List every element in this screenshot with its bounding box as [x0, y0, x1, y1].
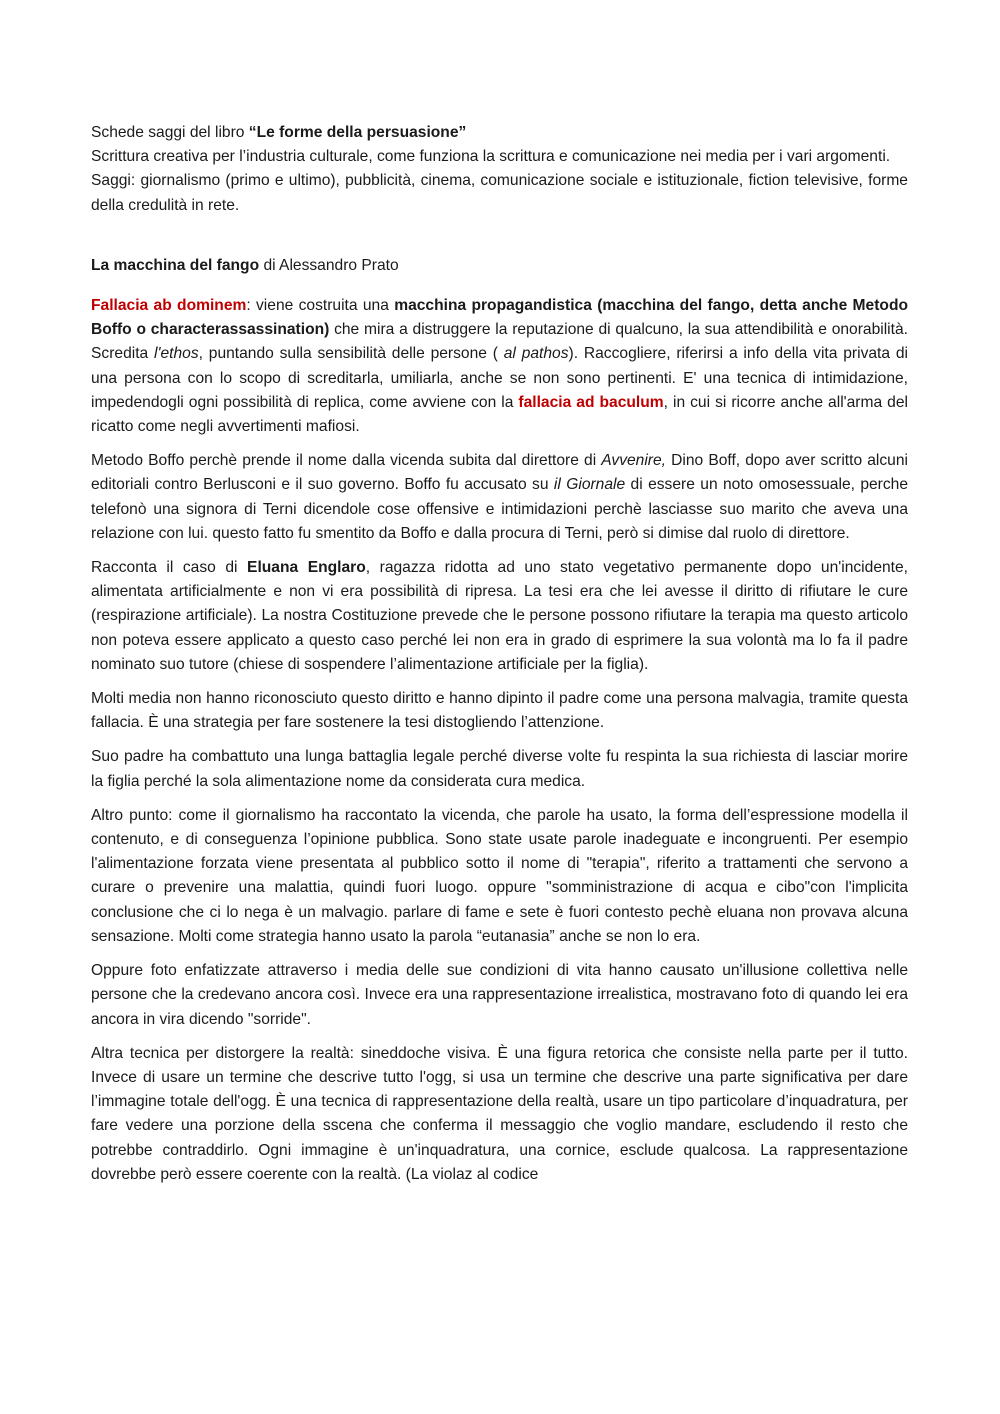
paragraph-2 — [91, 449, 908, 546]
p2-text-3: di essere un noto omosessuale, perche telefonò una signora di Terni dicendole cose offensive e intimidazioni perchè lasciasse suo marito che aveva una relazione con lui. questo fatto fu smentito da Boffo e dalla procura di Terni, però si dimise dal ruolo di direttore. — [91, 476, 909, 542]
p2-italic-1: Avvenire, — [601, 452, 667, 470]
p1-text-3: , puntando sulla sensibilità delle persone ( — [198, 345, 504, 363]
paragraph-6: Altro punto: come il giornalismo ha raccontato la vicenda, che parole ha usato, la forma dell’espressione modella il contenuto, e di conseguenza l’opinione pubblica. Sono state usate parole inadeguate e incongruenti. Per esempio l'alimentazione forzata viene presentata al pubblico sotto il nome di "terapia", riferito a trattamenti che servono a curare o prevenire una malattia, quindi fuori luogo. oppure "somministrazione di acqua e cibo"con l'implicita conclusione che ci lo nega è un malvagio. parlare di fame e sete è fuori contesto pechè eluana non provava alcuna sensazione. Molti come strategia hanno usato la parola “eutanasia” anche se non lo era. — [91, 806, 908, 945]
paragraph-8: Altra tecnica per distorgere la realtà: sineddoche visiva. È una figura retorica che consiste nella parte per il tutto. Invece di usare un termine che descrive tutto l'ogg, si usa un termine che descrive una parte significativa per dare l’immagine totale dell'ogg. È una tecnica di rappresentazione della realtà, usare un tipo particolare d’inquadratura, per fare vedere una porzione della sscena che conferma il messaggio che voglio mandare, escludendo il resto che potrebbe contraddirlo. Ogni immagine è un'inquadratura, una cornice, esclude qualcosa. La rappresentazione dovrebbe però essere coerente con la realtà. (La violaz al codice — [91, 1044, 908, 1183]
p1-bold-1: macchina propagandistica (macchina del fango, detta anche Metodo Boffo o characterassassination) — [91, 297, 908, 339]
p1-text-1: : viene costruita una — [246, 297, 395, 315]
paragraph-3 — [91, 556, 908, 677]
p2-italic-2: il Giornale — [553, 476, 626, 494]
p3-text-2: , ragazza ridotta ad uno stato vegetativo permanente dopo un'incidente, alimentata artificialmente e non vi era possibilità di ripresa. La tesi era che lei avesse il diritto di rifiutare le cure (respirazione artificiale). La nostra Costituzione prevede che le persone possono rifiutare la terapia ma questo articolo non poteva essere applicato a questo caso perché lei non era in grado di esprimere la sua volontà ma lo fa il padre nominato suo tutore (chiese di sospendere l’alimentazione artificiale per la figlia). — [91, 559, 908, 673]
fallacy-term-ad-baculum: fallacia ad baculum — [518, 393, 664, 411]
document-body — [91, 121, 908, 1197]
header-line-3: Saggi: giornalismo (primo e ultimo), pubblicità, cinema, comunicazione sociale e istituzionale, fiction televisive, forme della credulità in rete. — [91, 172, 908, 214]
p1-italic-2: al pathos — [503, 345, 569, 363]
paragraph-1 — [91, 294, 908, 439]
p3-text-1: Racconta il caso di — [91, 559, 248, 577]
essay-author: di Alessandro Prato — [259, 256, 399, 274]
header-line-1 — [91, 121, 908, 145]
fallacy-term-ad-hominem: Fallacia ab dominem — [91, 297, 247, 315]
header-intro: Schede saggi del libro — [91, 124, 249, 141]
paragraph-4: Molti media non hanno riconosciuto questo diritto e hanno dipinto il padre come una persona malvagia, tramite questa fallacia. È una strategia per fare sostenere la tesi distogliendo l’attenzione. — [91, 690, 908, 732]
p2-text-2: Dino Boff, dopo aver scritto alcuni editoriali contro Berlusconi e il suo governo. Boffo fu accusato su — [91, 452, 908, 494]
p3-bold-1: Eluana Englaro — [247, 559, 366, 577]
p1-text-5: , in cui si ricorre anche all'arma del ricatto come negli avvertimenti mafiosi. — [91, 393, 908, 436]
p2-text-1: Metodo Boffo perchè prende il nome dalla vicenda subita dal direttore di — [91, 452, 602, 470]
p1-text-2: che mira a distruggere la reputazione di qualcuno, la sua attendibilità e onorabilità. Scredita — [91, 321, 908, 363]
p1-italic-1: l'ethos — [154, 345, 199, 363]
header-line-2: Scrittura creativa per l’industria culturale, come funziona la scrittura e comunicazione nei media per i vari argomenti. — [91, 148, 891, 166]
document-header — [91, 121, 908, 218]
book-title: “Le forme della persuasione” — [248, 124, 467, 141]
p1-text-4: ). Raccogliere, riferirsi a info della vita privata di una persona con lo scopo di screditarla, umiliarla, anche se non sono pertinenti. E' una tecnica di intimidazione, impedendogli ogni possibilità di replica, come avviene con la — [91, 345, 908, 411]
essay-title: La macchina del fango — [91, 256, 260, 274]
essay-heading — [91, 254, 908, 278]
paragraph-7: Oppure foto enfatizzate attraverso i media delle sue condizioni di vita hanno causato un'illusione collettiva nelle persone che la credevano ancora così. Invece era una rappresentazione irrealistica, mostravano foto di quando lei era ancora in vira dicendo "sorride". — [91, 962, 908, 1028]
paragraph-5: Suo padre ha combattuto una lunga battaglia legale perché diverse volte fu respinta la sua richiesta di lasciar morire la figlia perché la sola alimentazione nome da considerata cura medica. — [91, 748, 908, 790]
